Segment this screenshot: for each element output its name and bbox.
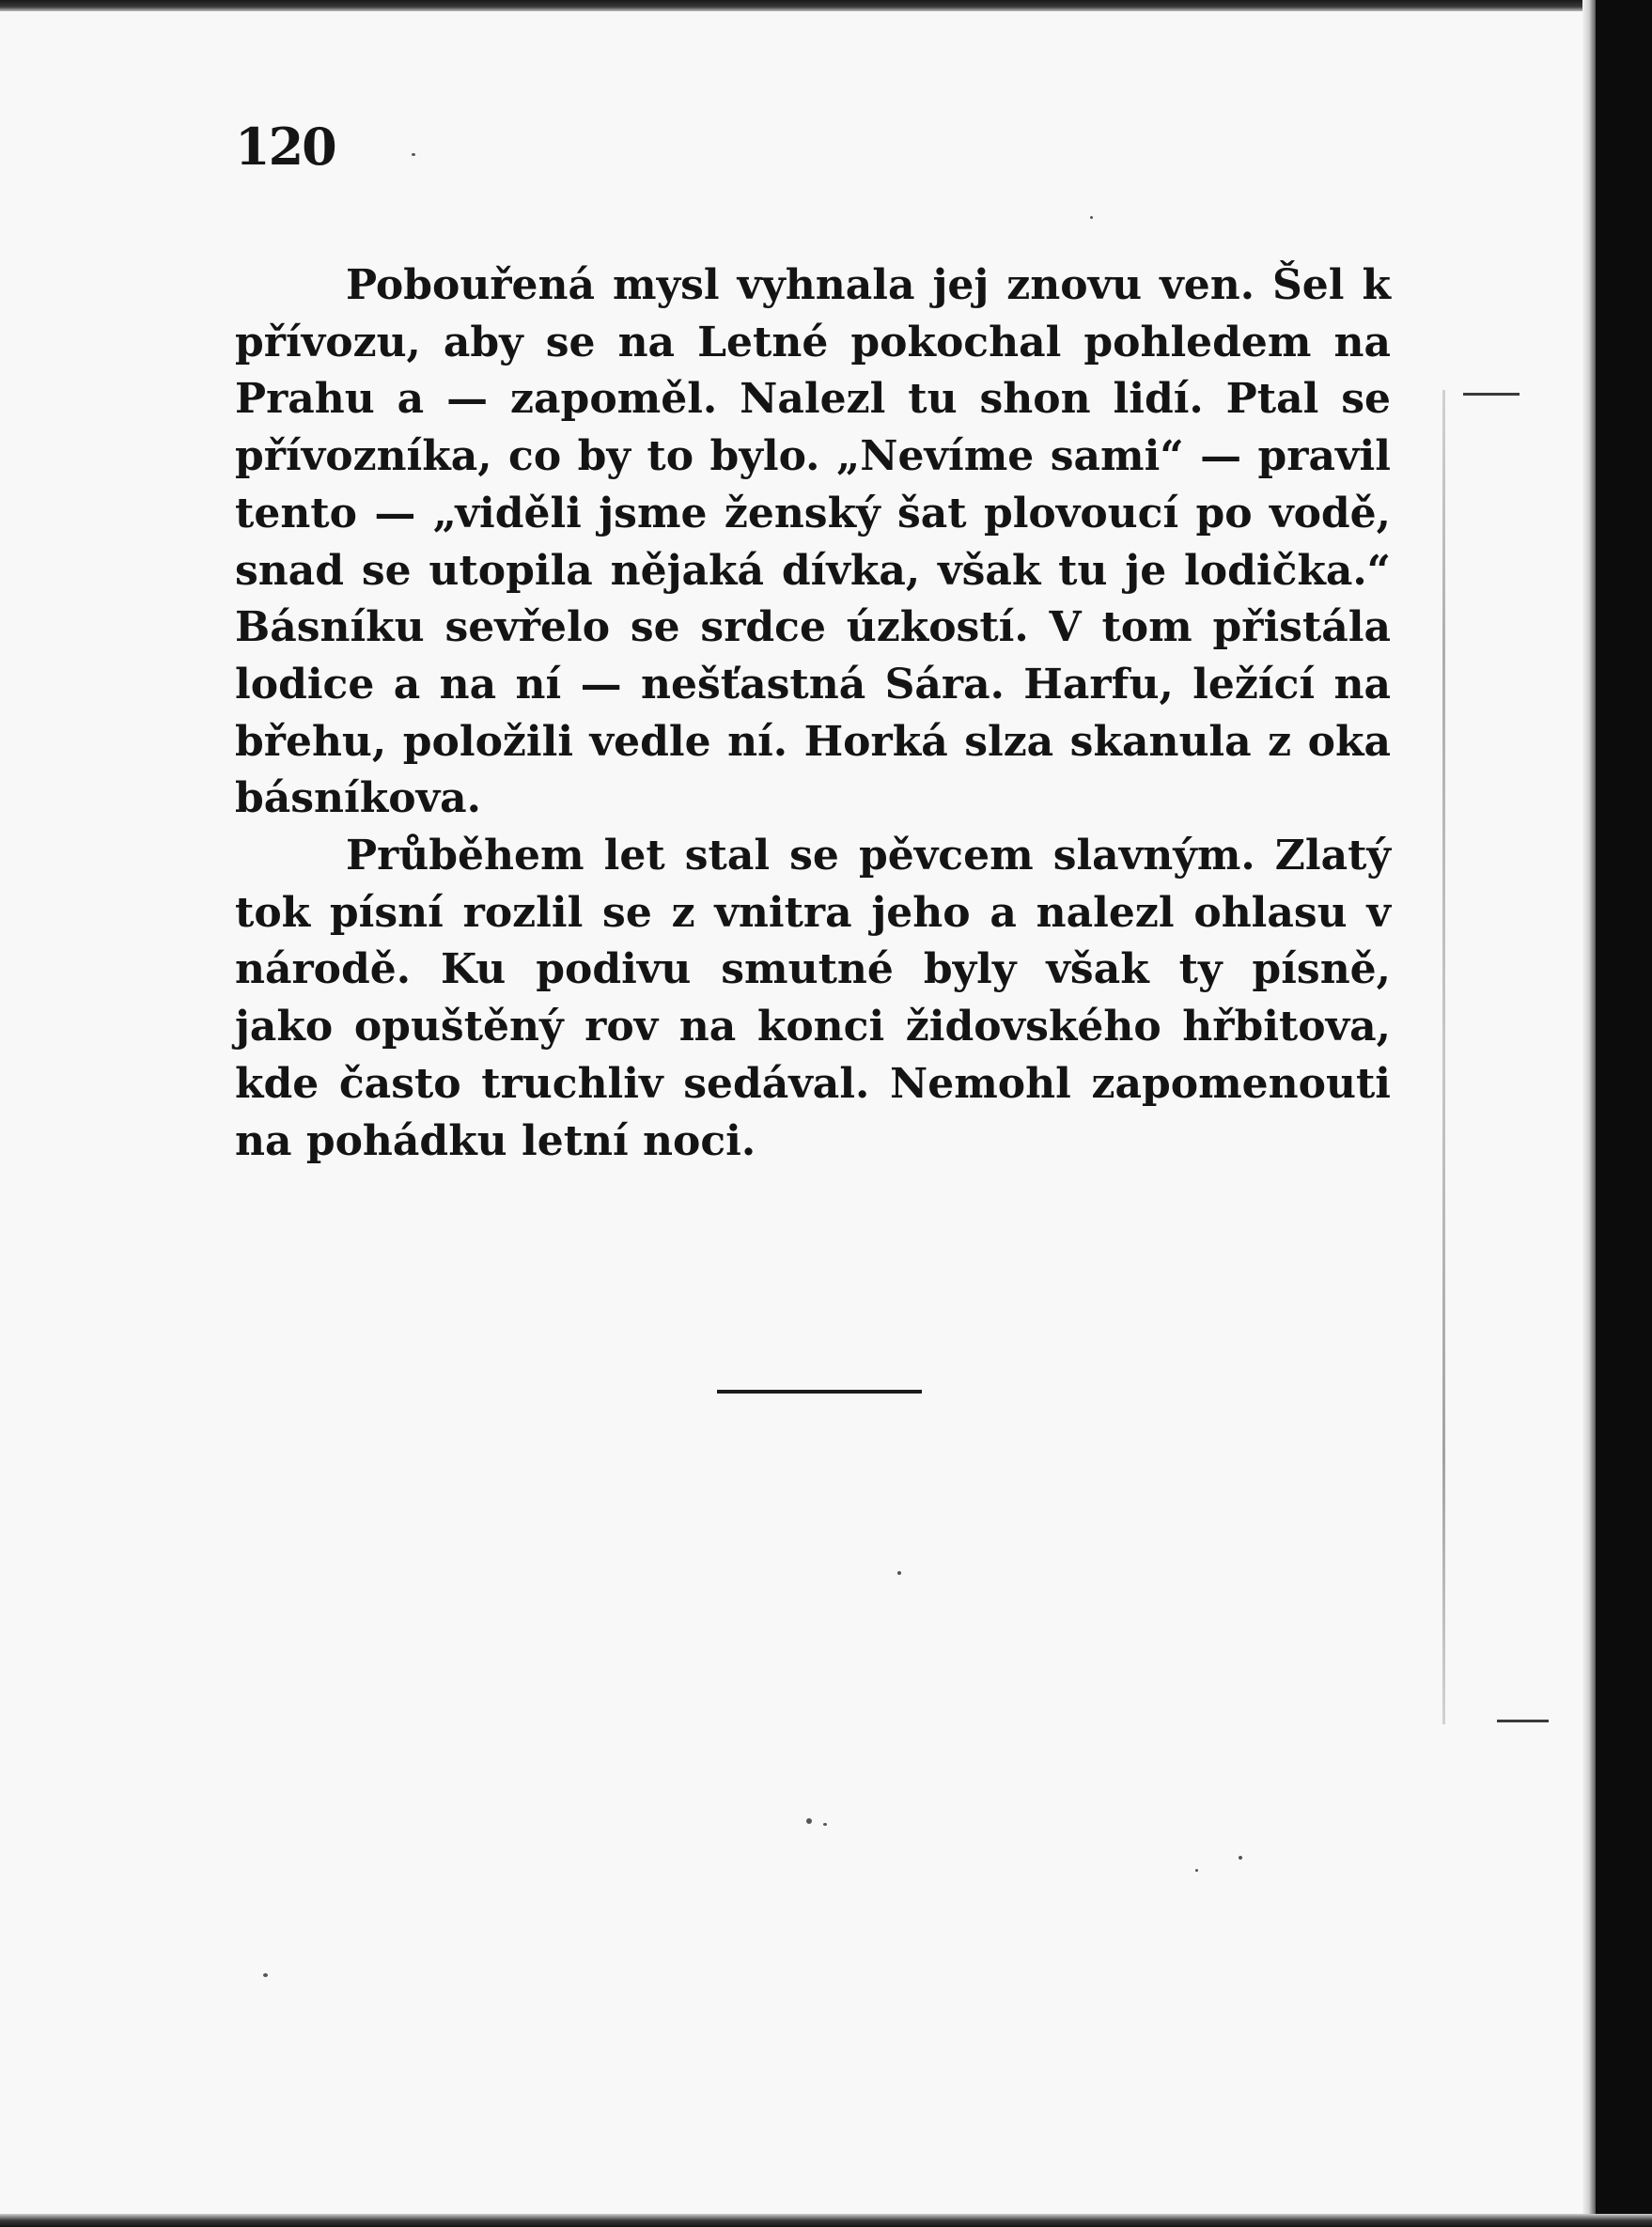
paper-speck [263,1973,268,1977]
page-gutter-shadow [1582,0,1596,2227]
paper-speck [806,1818,812,1824]
scan-right-edge [1596,0,1652,2227]
paper-speck [412,153,415,156]
paragraph: Pobouřená mysl vyhnala jej znovu ven. Šel k přívozu, aby se na Letné pokochal pohledem na Prahu a — zapoměl. Nalezl tu shon lidí. Ptal se přívozníka, co by to bylo. „Nevíme sami“ — pravil tento — „viděli jsme ženský šat plovoucí po vodě, snad se utopila nějaká dívka, však tu je lodička.“ Básníku sevřelo se srdce úzkostí. V tom přistála lodice a na ní — nešťastná Sára. Harfu, ležící na břehu, položili vedle ní. Horká slza skanula z oka básníkova. [235,261,1391,823]
paper-speck [1195,1869,1198,1872]
scan-top-edge [0,0,1652,11]
body-text [235,257,1391,1170]
margin-tick [1497,1720,1549,1722]
paper-speck [1239,1856,1242,1860]
scan-bottom-edge [0,2214,1652,2227]
paper-speck [1090,216,1093,219]
margin-rule [1442,390,1445,1724]
paper-speck [823,1823,827,1826]
paragraph: Průběhem let stal se pěvcem slavným. Zlatý tok písní rozlil se z vnitra jeho a nalezl ohlasu v národě. Ku podivu smutné byly však ty písně, jako opuštěný rov na konci židovského hřbitova, kde často truchliv sedával. Nemohl zapomenouti na pohádku letní noci. [235,832,1391,1165]
margin-tick [1463,393,1520,396]
page-number: 120 [235,117,335,177]
end-of-chapter-rule [717,1390,922,1394]
paper-speck [897,1571,901,1575]
